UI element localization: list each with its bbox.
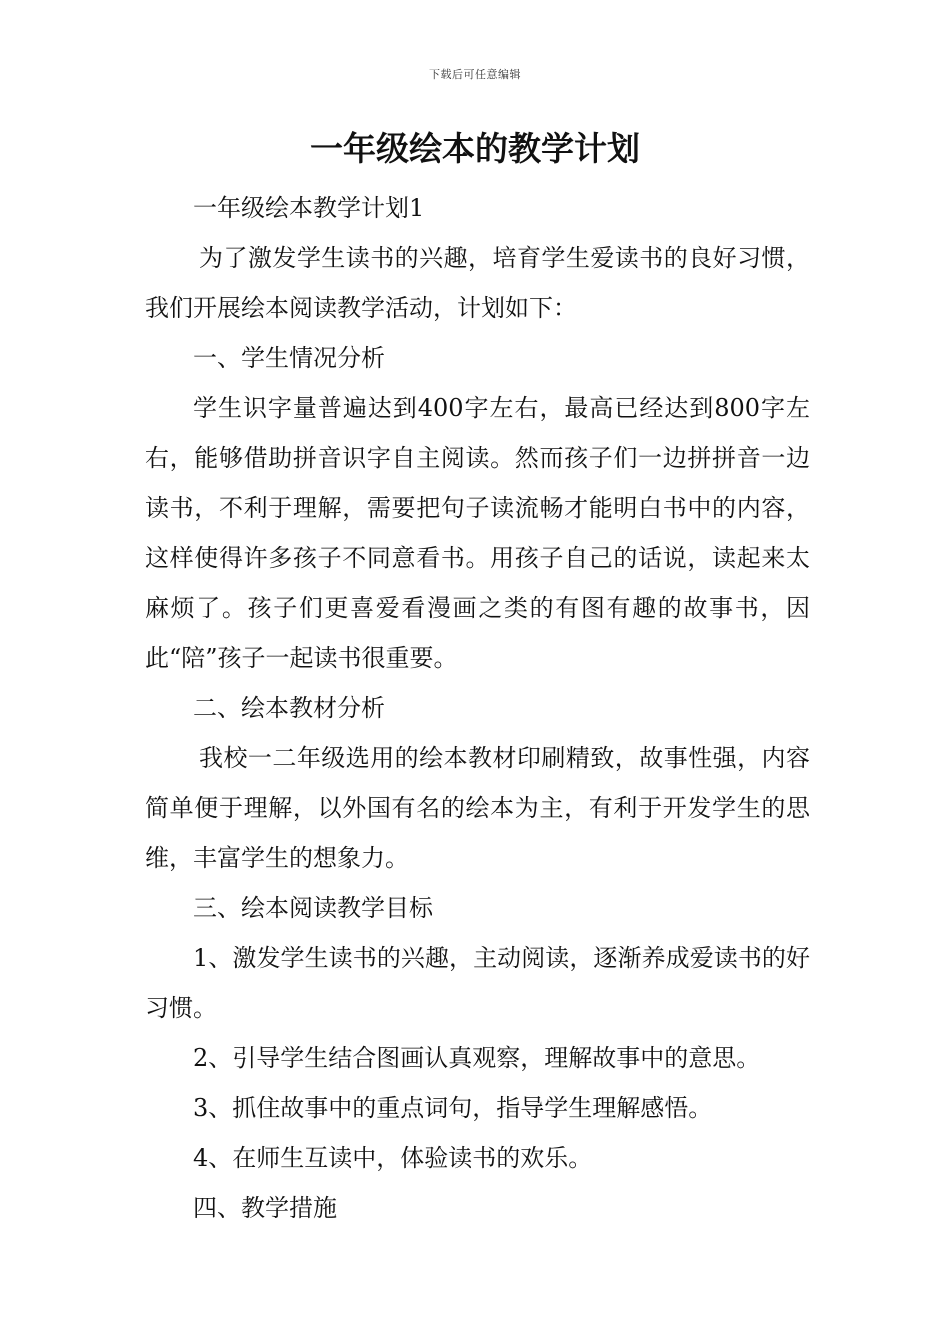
plan-subtitle: 一年级绘本教学计划1	[193, 194, 425, 222]
material-analysis-paragraph: 我校一二年级选用的绘本教材印刷精致，故事性强，内容简单便于理解，以外国有名的绘本为主，有利于开发学生的思维，丰富学生的想象力。	[145, 744, 810, 872]
header-note: 下载后可任意编辑	[429, 68, 521, 81]
document-body	[145, 183, 810, 1233]
section-heading-4: 四、教学措施	[193, 1194, 337, 1222]
goal-item-1: 1、激发学生读书的兴趣，主动阅读，逐渐养成爱读书的好习惯。	[145, 944, 810, 1022]
intro-paragraph: 为了激发学生读书的兴趣，培育学生爱读书的良好习惯，我们开展绘本阅读教学活动，计划如下：	[145, 244, 810, 322]
goal-item-2: 2、引导学生结合图画认真观察，理解故事中的意思。	[193, 1044, 761, 1072]
section-heading-1: 一、学生情况分析	[193, 344, 385, 372]
goal-item-4: 4、在师生互读中，体验读书的欢乐。	[193, 1144, 593, 1172]
section-heading-2: 二、绘本教材分析	[193, 694, 385, 722]
document-title: 一年级绘本的教学计划	[310, 129, 640, 168]
section-heading-3: 三、绘本阅读教学目标	[193, 894, 433, 922]
student-analysis-paragraph: 学生识字量普遍达到400字左右，最高已经达到800字左右，能够借助拼音识字自主阅读。然而孩子们一边拼拼音一边读书，不利于理解，需要把句子读流畅才能明白书中的内容，这样使得许多孩子不同意看书。用孩子自己的话说，读起来太麻烦了。孩子们更喜爱看漫画之类的有图有趣的故事书，因此“陪”孩子一起读书很重要。	[145, 394, 810, 672]
goal-item-3: 3、抓住故事中的重点词句，指导学生理解感悟。	[193, 1094, 713, 1122]
